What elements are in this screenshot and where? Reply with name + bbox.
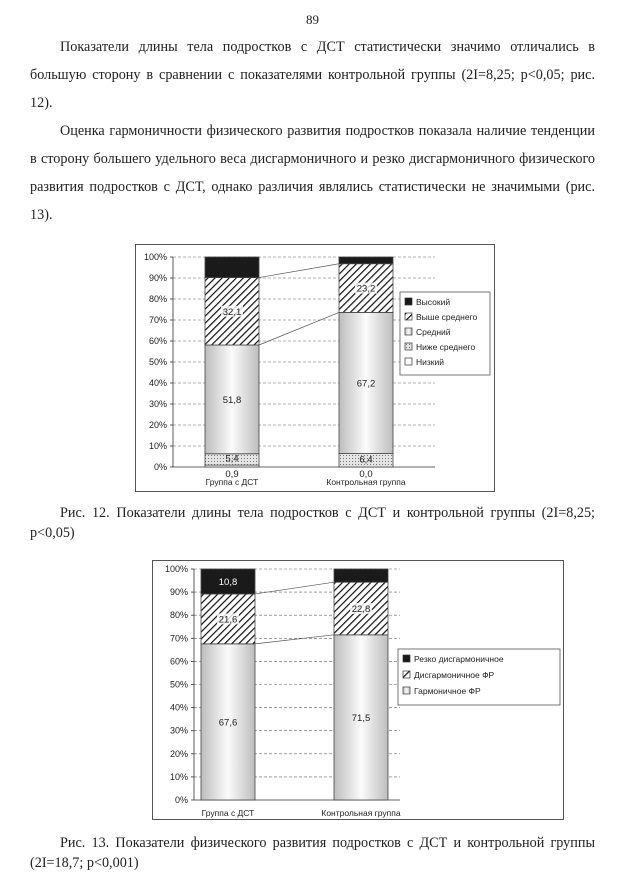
legend-swatch xyxy=(403,671,410,678)
legend-swatch xyxy=(405,358,412,365)
legend-label: Ниже среднего xyxy=(416,342,476,352)
legend-swatch xyxy=(405,343,412,350)
page-number: 89 xyxy=(306,12,319,27)
data-label: 21,6 xyxy=(218,614,238,626)
data-label: 67,6 xyxy=(218,717,238,729)
figure-12-caption-text: Рис. 12. Показатели длины тела подростков с ДСТ и контрольной группы (2I=8,25; p<0,05) xyxy=(30,505,595,541)
y-tick-label: 60% xyxy=(148,336,167,346)
figure-13-chart xyxy=(152,560,564,820)
data-label: 0,9 xyxy=(225,469,239,480)
legend xyxy=(398,649,560,705)
legend-label: Выше среднего xyxy=(416,312,478,322)
data-label: 0,0 xyxy=(359,469,373,480)
figure-13-caption-text: Рис. 13. Показатели физического развития подростков с ДСТ и контрольной группы (2I=18,7; p<0,001) xyxy=(30,835,595,871)
data-label: 22,8 xyxy=(351,604,371,616)
legend-swatch xyxy=(405,328,412,335)
data-label: 32,1 xyxy=(222,306,242,318)
data-label: 67,2 xyxy=(356,378,376,390)
legend-swatch xyxy=(405,298,412,305)
legend-label: Гармоничное ФР xyxy=(414,686,481,696)
y-tick-label: 40% xyxy=(169,702,188,713)
y-tick-label: 60% xyxy=(169,656,188,667)
data-label: 10,8 xyxy=(218,576,238,588)
y-tick-label: 50% xyxy=(169,679,188,690)
y-tick-label: 100% xyxy=(143,252,167,262)
legend-label: Низкий xyxy=(416,357,444,367)
legend-label: Резко дисгармоничное xyxy=(414,654,504,664)
y-tick-label: 10% xyxy=(169,771,188,782)
category-label: Группа с ДСТ xyxy=(205,477,259,487)
category-label: Группа с ДСТ xyxy=(201,808,255,818)
paragraph-2 xyxy=(30,117,595,229)
y-tick-label: 0% xyxy=(153,462,167,472)
y-tick-label: 90% xyxy=(169,587,188,598)
legend-swatch xyxy=(403,655,410,662)
y-tick-label: 90% xyxy=(148,273,167,283)
category-label: Контрольная группа xyxy=(326,477,406,487)
data-label: 23,2 xyxy=(356,283,376,295)
data-label: 5,4 xyxy=(225,453,239,465)
data-label: 71,5 xyxy=(351,712,371,724)
data-label: 6,4 xyxy=(359,454,373,466)
data-label: 51,8 xyxy=(222,394,242,406)
y-tick-label: 20% xyxy=(148,420,167,430)
y-tick-label: 70% xyxy=(169,633,188,644)
y-tick-label: 0% xyxy=(174,795,188,805)
y-tick-label: 40% xyxy=(148,378,167,388)
paragraph-2-text: Оценка гармоничности физического развития подростков показала наличие тенденции в сторону большего удельного веса дисгармоничного и резко дисгармоничного физического развития подростков с ДСТ, однако различия являлись статистически не значимыми (рис. 13). xyxy=(30,123,595,223)
legend-swatch xyxy=(405,313,412,320)
y-tick-label: 100% xyxy=(164,564,188,574)
bar-segment xyxy=(334,569,388,582)
y-tick-label: 20% xyxy=(169,748,188,759)
y-tick-label: 80% xyxy=(169,610,188,621)
y-tick-label: 50% xyxy=(148,357,167,367)
y-tick-label: 80% xyxy=(148,294,167,304)
legend-label: Средний xyxy=(416,327,451,337)
bar-segment xyxy=(339,257,393,264)
bar-segment xyxy=(205,257,259,278)
paragraph-1 xyxy=(30,33,595,117)
y-tick-label: 70% xyxy=(148,315,167,325)
legend xyxy=(400,292,490,375)
figure-13-caption xyxy=(30,833,595,873)
category-label: Контрольная группа xyxy=(321,808,401,818)
y-tick-label: 10% xyxy=(148,441,167,451)
figure-12-chart xyxy=(135,244,495,492)
legend-label: Высокий xyxy=(416,297,451,307)
y-tick-label: 30% xyxy=(148,399,167,409)
legend-label: Дисгармоничное ФР xyxy=(414,670,495,680)
y-tick-label: 30% xyxy=(169,725,188,736)
paragraph-1-text: Показатели длины тела подростков с ДСТ статистически значимо отличались в большую сторону в сравнении с показателями контрольной группы (2I=8,25; p<0,05; рис. 12). xyxy=(30,39,595,111)
figure-12-caption xyxy=(30,503,595,543)
legend-swatch xyxy=(403,687,410,694)
